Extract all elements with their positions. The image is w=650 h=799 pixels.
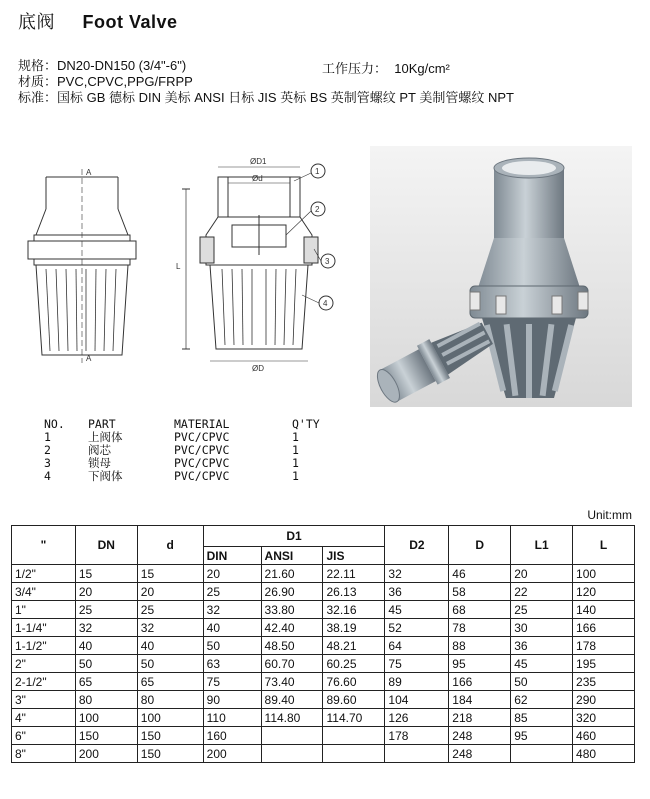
callout-2: 2: [315, 205, 320, 214]
part-material: PVC/CPVC: [174, 430, 230, 444]
cell-ansi: [261, 727, 323, 745]
table-row: [12, 727, 635, 745]
cell-l: 178: [573, 637, 635, 655]
label-big-d: ØD: [252, 364, 264, 373]
standard-value: 国标 GB 德标 DIN 美标 ANSI 日标 JIS 英标 BS 英制管螺纹 PT 美制管螺纹 NPT: [57, 90, 514, 105]
header-big-d: D: [449, 526, 511, 565]
standard-label: 标准：: [18, 90, 58, 105]
cell-big-d: 248: [449, 727, 511, 745]
technical-drawing: [10, 145, 360, 375]
cell-din: 40: [203, 619, 261, 637]
cell-d2: 89: [385, 673, 449, 691]
cell-big-d: 95: [449, 655, 511, 673]
cell-inch: 2-1/2": [12, 673, 76, 691]
cell-ansi: 33.80: [261, 601, 323, 619]
cell-d2: 178: [385, 727, 449, 745]
header-d: d: [137, 526, 203, 565]
cell-ansi: 114.80: [261, 709, 323, 727]
cell-l: 120: [573, 583, 635, 601]
part-name: 上阀体: [88, 430, 123, 444]
unit-label: Unit:mm: [587, 508, 632, 522]
label-a-bottom: A: [86, 354, 92, 363]
cell-inch: 8": [12, 745, 76, 763]
cell-l1: 85: [511, 709, 573, 727]
header-dn: DN: [75, 526, 137, 565]
cell-jis: [323, 745, 385, 763]
cell-inch: 3": [12, 691, 76, 709]
cell-big-d: 218: [449, 709, 511, 727]
cell-d: 50: [137, 655, 203, 673]
cell-jis: 89.60: [323, 691, 385, 709]
cell-inch: 1-1/2": [12, 637, 76, 655]
label-l: L: [176, 262, 181, 271]
cell-d2: 52: [385, 619, 449, 637]
cell-inch: 2": [12, 655, 76, 673]
part-name: 下阀体: [88, 469, 123, 483]
label-d: Ød: [252, 174, 263, 183]
cell-ansi: 48.50: [261, 637, 323, 655]
callout-4: 4: [323, 299, 328, 308]
cell-l: 235: [573, 673, 635, 691]
cell-ansi: [261, 745, 323, 763]
cell-big-d: 166: [449, 673, 511, 691]
dimension-table-body: [12, 565, 635, 763]
table-row: [12, 691, 635, 709]
cell-d2: 126: [385, 709, 449, 727]
cell-ansi: 60.70: [261, 655, 323, 673]
cell-inch: 1/2": [12, 565, 76, 583]
cell-l1: 95: [511, 727, 573, 745]
cell-d2: 36: [385, 583, 449, 601]
table-row: [12, 745, 635, 763]
cell-big-d: 184: [449, 691, 511, 709]
cell-ansi: 89.40: [261, 691, 323, 709]
cell-l: 320: [573, 709, 635, 727]
title-cn: 底阀: [18, 12, 55, 32]
outline-view: [28, 169, 136, 363]
cell-l1: 45: [511, 655, 573, 673]
cell-d2: [385, 745, 449, 763]
cell-ansi: 73.40: [261, 673, 323, 691]
header-l1: L1: [511, 526, 573, 565]
cell-l1: 25: [511, 601, 573, 619]
cell-din: 110: [203, 709, 261, 727]
cell-d: 20: [137, 583, 203, 601]
pressure-value: 10Kg/cm²: [394, 61, 450, 76]
table-row: [12, 709, 635, 727]
section-view: [182, 164, 335, 361]
part-qty: 1: [292, 456, 299, 470]
parts-header-part: PART: [88, 417, 116, 431]
cell-l: 140: [573, 601, 635, 619]
cell-din: 32: [203, 601, 261, 619]
cell-din: 50: [203, 637, 261, 655]
material-label: 材质：: [18, 74, 58, 89]
cell-inch: 3/4": [12, 583, 76, 601]
cell-jis: 26.13: [323, 583, 385, 601]
label-d1: ØD1: [250, 157, 267, 166]
cell-l1: [511, 745, 573, 763]
part-material: PVC/CPVC: [174, 456, 230, 470]
part-material: PVC/CPVC: [174, 469, 230, 483]
parts-row: [44, 470, 332, 483]
cell-l: 480: [573, 745, 635, 763]
table-row: [12, 565, 635, 583]
size-label: 规格：: [18, 58, 58, 73]
cell-l: 100: [573, 565, 635, 583]
cell-l1: 20: [511, 565, 573, 583]
page-title: [18, 8, 178, 34]
cell-big-d: 248: [449, 745, 511, 763]
spec-size: [18, 58, 186, 74]
cell-din: 90: [203, 691, 261, 709]
header-d1: D1: [203, 526, 385, 547]
cell-l1: 22: [511, 583, 573, 601]
cell-l: 166: [573, 619, 635, 637]
table-row: [12, 619, 635, 637]
spec-pressure: [322, 58, 450, 77]
cell-jis: 38.19: [323, 619, 385, 637]
size-value: DN20-DN150 (3/4"-6"): [57, 58, 187, 73]
cell-big-d: 58: [449, 583, 511, 601]
cell-d2: 104: [385, 691, 449, 709]
part-name: 锁母: [88, 456, 111, 470]
dimension-table: [11, 525, 635, 763]
cell-big-d: 78: [449, 619, 511, 637]
callout-3: 3: [325, 257, 330, 266]
cell-jis: 76.60: [323, 673, 385, 691]
callout-1: 1: [315, 167, 320, 176]
cell-dn: 15: [75, 565, 137, 583]
cell-l: 290: [573, 691, 635, 709]
cell-dn: 65: [75, 673, 137, 691]
part-no: 1: [44, 430, 51, 444]
label-a-top: A: [86, 168, 92, 177]
cell-din: 20: [203, 565, 261, 583]
pressure-label: 工作压力：: [322, 61, 388, 76]
cell-l1: 30: [511, 619, 573, 637]
cell-d2: 32: [385, 565, 449, 583]
part-no: 4: [44, 469, 51, 483]
cell-inch: 6": [12, 727, 76, 745]
cell-ansi: 21.60: [261, 565, 323, 583]
parts-header-material: MATERIAL: [174, 417, 230, 431]
cell-d: 65: [137, 673, 203, 691]
header-ansi: ANSI: [261, 547, 323, 565]
cell-dn: 150: [75, 727, 137, 745]
part-name: 阀芯: [88, 443, 111, 457]
part-qty: 1: [292, 443, 299, 457]
cell-jis: 22.11: [323, 565, 385, 583]
table-row: [12, 601, 635, 619]
cell-big-d: 46: [449, 565, 511, 583]
header-din: DIN: [203, 547, 261, 565]
parts-header-qty: Q'TY: [292, 417, 320, 431]
cell-l1: 36: [511, 637, 573, 655]
cell-din: 160: [203, 727, 261, 745]
cell-d: 80: [137, 691, 203, 709]
cell-din: 25: [203, 583, 261, 601]
cell-dn: 50: [75, 655, 137, 673]
parts-table: [44, 418, 332, 483]
cell-jis: 48.21: [323, 637, 385, 655]
cell-d: 25: [137, 601, 203, 619]
product-photo: [370, 146, 632, 407]
cell-dn: 25: [75, 601, 137, 619]
cell-din: 63: [203, 655, 261, 673]
part-material: PVC/CPVC: [174, 443, 230, 457]
cell-dn: 200: [75, 745, 137, 763]
cell-ansi: 42.40: [261, 619, 323, 637]
cell-jis: 60.25: [323, 655, 385, 673]
cell-l: 195: [573, 655, 635, 673]
cell-dn: 100: [75, 709, 137, 727]
cell-d2: 64: [385, 637, 449, 655]
cell-big-d: 68: [449, 601, 511, 619]
cell-d: 15: [137, 565, 203, 583]
table-row: [12, 673, 635, 691]
spec-standard: [18, 90, 514, 106]
cell-l: 460: [573, 727, 635, 745]
title-en: Foot Valve: [82, 12, 178, 32]
cell-inch: 1": [12, 601, 76, 619]
parts-header-no: NO.: [44, 417, 65, 431]
cell-d: 150: [137, 727, 203, 745]
part-qty: 1: [292, 469, 299, 483]
cell-dn: 40: [75, 637, 137, 655]
cell-l1: 62: [511, 691, 573, 709]
spec-material: [18, 74, 193, 90]
material-value: PVC,CPVC,PPG/FRPP: [57, 74, 193, 89]
table-row: [12, 637, 635, 655]
part-no: 3: [44, 456, 51, 470]
part-no: 2: [44, 443, 51, 457]
cell-din: 200: [203, 745, 261, 763]
cell-inch: 4": [12, 709, 76, 727]
cell-din: 75: [203, 673, 261, 691]
cell-dn: 20: [75, 583, 137, 601]
part-qty: 1: [292, 430, 299, 444]
cell-d: 100: [137, 709, 203, 727]
cell-d2: 45: [385, 601, 449, 619]
cell-big-d: 88: [449, 637, 511, 655]
header-l: L: [573, 526, 635, 565]
table-row: [12, 583, 635, 601]
cell-dn: 32: [75, 619, 137, 637]
cell-jis: 114.70: [323, 709, 385, 727]
table-row: [12, 655, 635, 673]
header-jis: JIS: [323, 547, 385, 565]
cell-ansi: 26.90: [261, 583, 323, 601]
cell-dn: 80: [75, 691, 137, 709]
header-d2: D2: [385, 526, 449, 565]
cell-l1: 50: [511, 673, 573, 691]
cell-inch: 1-1/4": [12, 619, 76, 637]
cell-d: 150: [137, 745, 203, 763]
header-inch: ": [12, 526, 76, 565]
cell-jis: [323, 727, 385, 745]
cell-d: 40: [137, 637, 203, 655]
cell-jis: 32.16: [323, 601, 385, 619]
cell-d: 32: [137, 619, 203, 637]
cell-d2: 75: [385, 655, 449, 673]
